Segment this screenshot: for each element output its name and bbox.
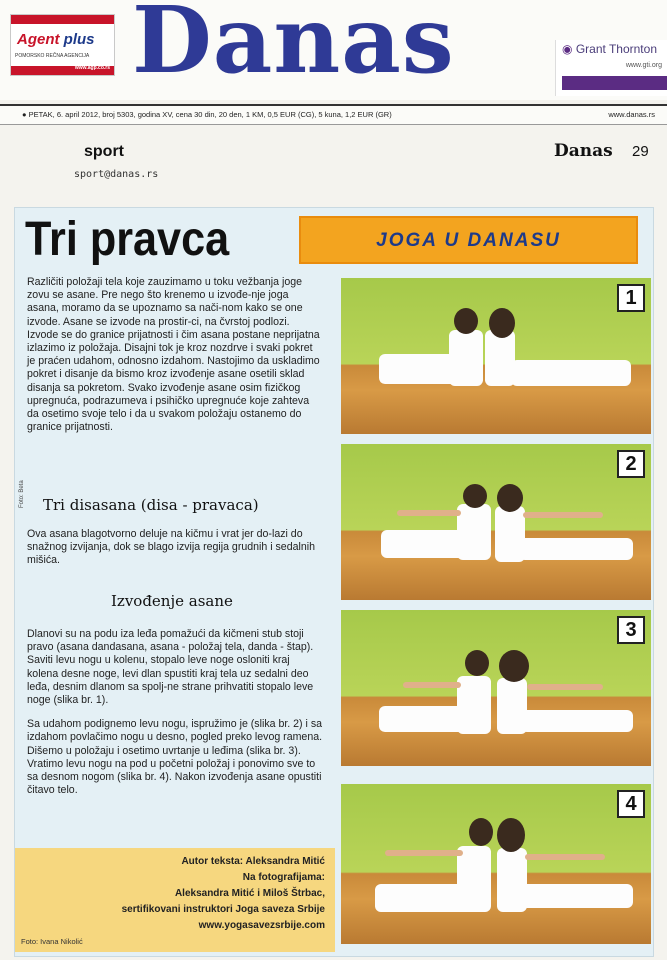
figure-man-head xyxy=(454,308,478,334)
page-number: 29 xyxy=(632,143,649,160)
dateline xyxy=(0,104,667,125)
article-para-b xyxy=(27,628,323,808)
photos-label: Na fotografijama: xyxy=(242,872,325,883)
section-header xyxy=(0,135,667,205)
sponsor-ad[interactable] xyxy=(555,40,667,96)
yoga-site-link[interactable]: www.yogasavezsrbije.com xyxy=(198,920,325,931)
instructor-title: sertifikovani instruktori Joga saveza Srbije xyxy=(121,904,325,915)
figure-woman-head xyxy=(489,308,515,338)
agent-plus-ad[interactable] xyxy=(10,14,115,76)
subheading-disasana: Tri disasana (disa - pravaca) xyxy=(43,496,259,514)
figure-man-torso xyxy=(449,330,483,386)
figure-man-torso xyxy=(457,676,491,734)
author-box xyxy=(15,848,335,952)
figure-woman-head xyxy=(497,818,525,852)
figure-woman-arm xyxy=(523,512,603,518)
column-banner xyxy=(299,216,638,264)
article-title: Tri pravca xyxy=(25,213,230,266)
paper-name: Danas xyxy=(554,141,613,161)
figure-man-head xyxy=(463,484,487,508)
figure-woman-arm xyxy=(527,684,603,690)
author-line: Autor teksta: Aleksandra Mitić xyxy=(181,856,325,867)
banner-text: JOGA U DANASU xyxy=(376,230,561,251)
agent-plus-logo: Agent plus xyxy=(17,31,95,48)
photo-2[interactable] xyxy=(341,444,651,600)
photo-3[interactable] xyxy=(341,610,651,766)
subheading-izvodjenje: Izvođenje asane xyxy=(111,592,233,610)
sponsor-url: www.gti.org xyxy=(625,62,662,69)
sponsor-bar xyxy=(562,76,667,90)
figure-man-torso xyxy=(457,504,491,560)
agent-plus-tagline: POMORSKO REČNA AGENCIJA xyxy=(15,53,90,59)
figure-man-head xyxy=(469,818,493,846)
agent-plus-url: www.agp.co.rs xyxy=(74,65,110,71)
photo-credit-vertical: Foto: Beta xyxy=(19,480,25,508)
paragraph-c: Sa udahom podignemo levu nogu, ispružimo je (slika br. 2) i sa izdahom povlačimo nogu u desno, pogled preko levog ramena. Dišemo u položaju i osetimo uvrtanje u leđima (slika br. 3). Vratimo levu nogu na pod u početni položaj i ponovimo sve to sa desnom nogom (slika br. 4). Nakon izvođenja asane opustiti čitavo telo. xyxy=(27,718,323,797)
paragraph-a: Ova asana blagotvorno deluje na kičmu i vrat jer do-lazi do snažnog izvijanja, dok se blago izvija regija grudnih i sedalnih mišića. xyxy=(27,528,315,567)
newspaper-logo: Danas xyxy=(132,0,455,94)
article-box xyxy=(14,207,654,957)
photo-number: 1 xyxy=(617,284,645,312)
section-name: sport xyxy=(84,143,124,160)
photo-credit: Foto: Ivana Nikolić xyxy=(21,937,83,946)
figure-woman-legs xyxy=(511,360,631,386)
figure-man-head xyxy=(465,650,489,676)
photo-subjects: Aleksandra Mitić i Miloš Štrbac, xyxy=(174,888,325,899)
photo-1[interactable] xyxy=(341,278,651,434)
figure-woman-legs xyxy=(521,710,633,732)
intro-paragraph: Različiti položaji tela koje zauzimamo u toku vežbanja joge zovu se asane. Pre nego što krenemo u izvođe-nje joga asana, moramo da se upoznamo sa nači-nom kako se one izvode. Asane se izvode na prostir-ci, na čvrstoj podlozi. Izvode se do granice prijatnosti i čim asana postane neprijatna izlazimo iz položaja. Disajni tok je kroz nozdrve i svaki pokret je praćen udahom, odnosno izdahom. Nastojimo da uskladimo pokret i disanje da bismo kroz izvođenje asane osetili sklad disanja sa pokretom. Svako izvođenje asane osim fizičkog upregnuća, podrazumeva i psihičko upregnuće koje zahteva da osetimo svoje telo i da u svakom položaju ostanemo do granice prijatnosti. xyxy=(27,276,320,434)
figure-man-arm xyxy=(385,850,463,856)
photo-number: 3 xyxy=(617,616,645,644)
photo-number: 4 xyxy=(617,790,645,818)
figure-woman-head xyxy=(499,650,529,682)
site-url: www.danas.rs xyxy=(608,110,655,119)
ad-band-top xyxy=(11,15,114,24)
figure-man-arm xyxy=(397,510,461,516)
photo-4[interactable] xyxy=(341,784,651,944)
photo-number: 2 xyxy=(617,450,645,478)
sponsor-mark-icon: ◉ xyxy=(562,42,573,56)
sponsor-name: ◉ Grant Thornton xyxy=(562,42,657,56)
figure-man-torso xyxy=(457,846,491,912)
issue-info: ● PETAK, 6. april 2012, broj 5303, godina XV, cena 30 din, 20 den, 1 KM, 0,5 EUR (CG), 5 kuna, 1,2 EUR (GR) xyxy=(22,110,392,119)
figure-woman-legs xyxy=(519,538,633,560)
section-email[interactable]: sport@danas.rs xyxy=(74,169,159,180)
masthead xyxy=(0,0,667,100)
figure-woman-legs xyxy=(521,884,633,908)
article-para-a xyxy=(27,528,323,579)
figure-woman-arm xyxy=(525,854,605,860)
figure-man-arm xyxy=(403,682,461,688)
article-intro xyxy=(27,276,323,445)
paragraph-b: Dlanovi su na podu iza leđa pomažući da kičmeni stub stoji pravo (asana dandasana, asana - položaj tela, danda - štap). Saviti levu nogu u kolenu, stopalo leve noge osloniti kraj kolena desne noge, levi dlan spustiti kraj tela uz sedalni deo leđa, desnim dlanom sa spolj-ne strane prihvatiti stopalo leve noge (slika br. 1). xyxy=(27,628,314,707)
figure-woman-head xyxy=(497,484,523,512)
